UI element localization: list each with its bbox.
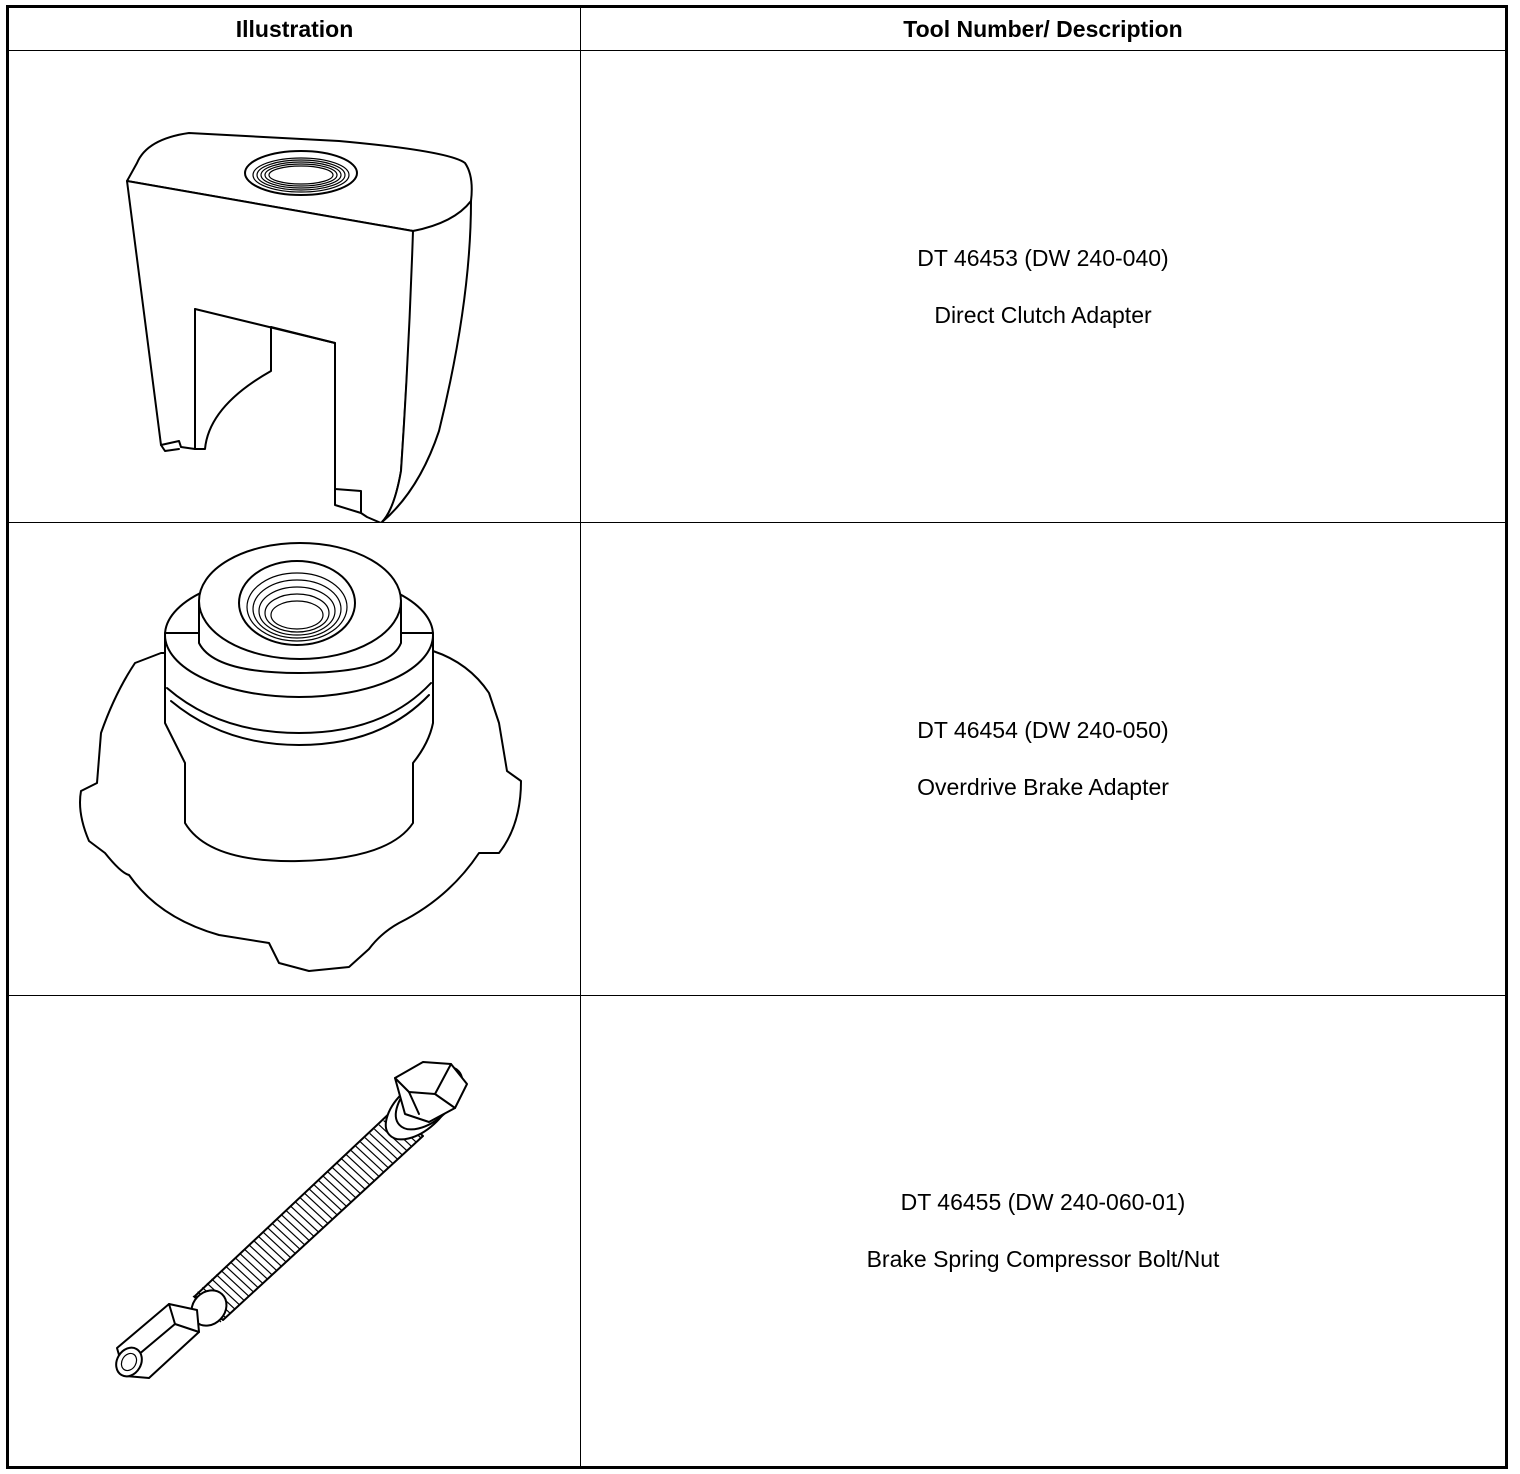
tool-cell-3 [581,996,1505,1466]
illustration-cell-2 [9,523,581,996]
direct-clutch-adapter-icon [9,51,579,523]
tool-number-3: DT 46455 (DW 240-060-01) [900,1189,1186,1215]
illustration-cell-3 [9,996,581,1466]
header-tool-number-description: Tool Number/ Description [581,8,1505,51]
tool-description-3: Brake Spring Compressor Bolt/Nut [866,1246,1220,1272]
tool-number-2: DT 46454 (DW 240-050) [917,717,1169,743]
tool-description-1: Direct Clutch Adapter [934,301,1152,328]
header-illustration: Illustration [9,8,581,51]
special-tools-table [6,5,1508,1469]
tool-number-1: DT 46453 (DW 240-040) [917,244,1169,271]
overdrive-brake-adapter-icon [9,523,579,996]
tool-cell-1 [581,51,1505,523]
tool-cell-2 [581,523,1505,996]
tool-description-2: Overdrive Brake Adapter [917,774,1169,800]
illustration-cell-1 [9,51,581,523]
brake-spring-compressor-bolt-nut-icon [9,996,579,1466]
